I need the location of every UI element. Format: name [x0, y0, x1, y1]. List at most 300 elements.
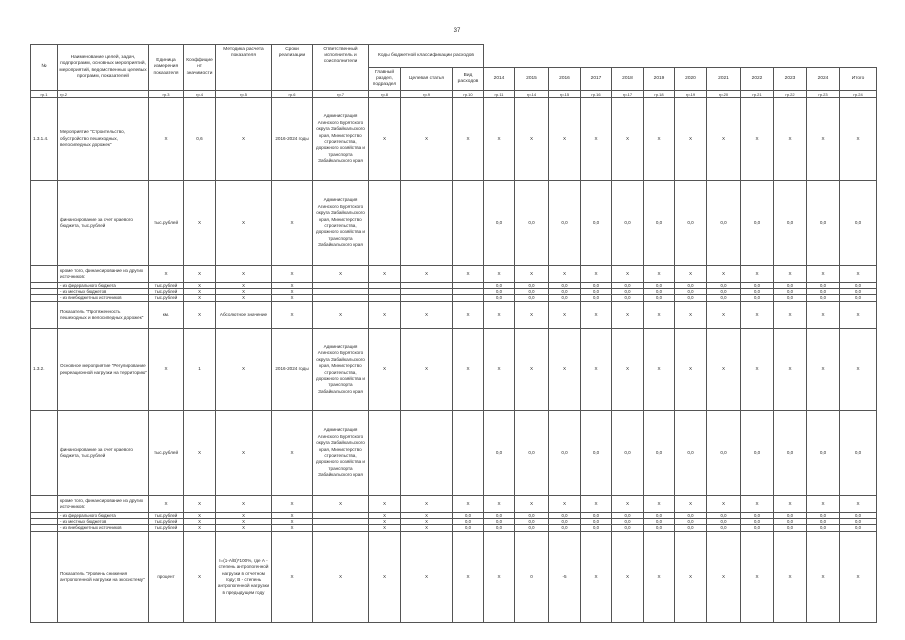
- expense-type-cell: 0,0: [453, 525, 484, 532]
- column-number-responsible: гр.7: [313, 91, 369, 98]
- year-2024-cell: 0,0: [807, 283, 840, 289]
- total-cell: Х: [840, 532, 877, 623]
- year-2015-cell: Х: [515, 329, 549, 411]
- terms-cell: Х: [272, 302, 313, 329]
- terms-cell: Х: [272, 295, 313, 302]
- year-2023-cell: Х: [774, 496, 807, 513]
- year-2021-cell: 0,0: [707, 411, 741, 496]
- target-article-cell: Х: [401, 519, 453, 525]
- total-cell: 0,0: [840, 289, 877, 295]
- year-2019-cell: Х: [644, 302, 675, 329]
- num-cell: 1.3.1.4.: [31, 98, 58, 181]
- year-2016-cell: 0,0: [549, 525, 581, 532]
- year-2021-cell: Х: [707, 329, 741, 411]
- year-2024-cell: Х: [807, 496, 840, 513]
- year-2014-cell: Х: [484, 496, 515, 513]
- target-article-cell: Х: [401, 513, 453, 519]
- year-2018-cell: 0,0: [612, 411, 644, 496]
- method-cell: Х: [216, 329, 272, 411]
- year-2023-cell: 0,0: [774, 289, 807, 295]
- responsible-cell: [313, 525, 369, 532]
- year-2017-cell: Х: [581, 266, 612, 283]
- year-2018-cell: Х: [612, 302, 644, 329]
- year-2015-cell: 0,0: [515, 513, 549, 519]
- year-2017-cell: Х: [581, 98, 612, 181]
- column-number-terms: гр.6: [272, 91, 313, 98]
- total-cell: Х: [840, 496, 877, 513]
- method-cell: Х: [216, 411, 272, 496]
- expense-type-cell: [453, 181, 484, 266]
- year-2023-cell: Х: [774, 302, 807, 329]
- header-name: Наименование целей, задач, подпрограмм, основных мероприятий, мероприятий, ведомственных целевых программ, показателей: [58, 45, 149, 91]
- year-2023-cell: 0,0: [774, 513, 807, 519]
- year-2020-cell: 0,0: [675, 411, 707, 496]
- year-2015-cell: 0,0: [515, 181, 549, 266]
- expense-type-cell: Х: [453, 98, 484, 181]
- year-2018-cell: Х: [612, 98, 644, 181]
- column-number-total: гр.24: [840, 91, 877, 98]
- year-2020-cell: Х: [675, 532, 707, 623]
- year-2022-cell: 0,0: [741, 525, 774, 532]
- expense-type-cell: Х: [453, 302, 484, 329]
- unit-cell: Х: [149, 98, 184, 181]
- section-code-cell: Х: [369, 496, 401, 513]
- year-2020-cell: Х: [675, 266, 707, 283]
- year-2024-cell: 0,0: [807, 181, 840, 266]
- terms-cell: 2016-2024 годы: [272, 98, 313, 181]
- section-code-cell: Х: [369, 266, 401, 283]
- table-row: [31, 98, 877, 181]
- year-2023-cell: Х: [774, 532, 807, 623]
- target-article-cell: [401, 295, 453, 302]
- year-2015-cell: Х: [515, 266, 549, 283]
- method-cell: Х: [216, 525, 272, 532]
- header-year-2016: 2016: [549, 68, 581, 91]
- year-2018-cell: Х: [612, 496, 644, 513]
- header-unit: Единица измерения показателя: [149, 45, 184, 91]
- year-2015-cell: 0,0: [515, 525, 549, 532]
- year-2016-cell: 0,0: [549, 283, 581, 289]
- header-year-2019: 2019: [644, 68, 675, 91]
- total-cell: Х: [840, 329, 877, 411]
- name-cell: Основное мероприятие "Регулирование рекреационной нагрузки на территорию": [58, 329, 149, 411]
- year-2018-cell: 0,0: [612, 289, 644, 295]
- year-2022-cell: Х: [741, 496, 774, 513]
- year-2016-cell: Х: [549, 496, 581, 513]
- year-2018-cell: 0,0: [612, 519, 644, 525]
- year-2024-cell: Х: [807, 302, 840, 329]
- unit-cell: тыс.рублей: [149, 513, 184, 519]
- year-2021-cell: 0,0: [707, 525, 741, 532]
- section-code-cell: Х: [369, 525, 401, 532]
- total-cell: 0,0: [840, 411, 877, 496]
- year-2022-cell: 0,0: [741, 283, 774, 289]
- column-number-expense-type: гр.10: [453, 91, 484, 98]
- num-cell: [31, 295, 58, 302]
- year-2023-cell: 0,0: [774, 519, 807, 525]
- table-row: [31, 532, 877, 623]
- unit-cell: Х: [149, 329, 184, 411]
- column-number-method: гр.5: [216, 91, 272, 98]
- year-2024-cell: Х: [807, 329, 840, 411]
- num-cell: [31, 411, 58, 496]
- year-2014-cell: 0,0: [484, 289, 515, 295]
- name-cell: Мероприятие "Строительство, обустройство пешеходных, велосипедных дорожек": [58, 98, 149, 181]
- year-2014-cell: 0,0: [484, 525, 515, 532]
- column-number-year-2024: гр.23: [807, 91, 840, 98]
- year-2021-cell: 0,0: [707, 295, 741, 302]
- method-cell: Х: [216, 513, 272, 519]
- expense-type-cell: [453, 411, 484, 496]
- num-cell: 1.3.2.: [31, 329, 58, 411]
- header-total: Итого: [840, 68, 877, 91]
- name-cell: кроме того, финансирование из других источников:: [58, 496, 149, 513]
- name-cell: - из федерального бюджета: [58, 283, 149, 289]
- unit-cell: тыс.рублей: [149, 289, 184, 295]
- column-number-unit: гр.3: [149, 91, 184, 98]
- year-2018-cell: 0,0: [612, 283, 644, 289]
- terms-cell: Х: [272, 532, 313, 623]
- year-2024-cell: 0,0: [807, 513, 840, 519]
- year-2014-cell: 0,0: [484, 181, 515, 266]
- expense-type-cell: 0,0: [453, 513, 484, 519]
- method-cell: Х: [216, 181, 272, 266]
- coefficient-cell: Х: [184, 302, 216, 329]
- responsible-cell: Х: [313, 302, 369, 329]
- unit-cell: тыс.рублей: [149, 181, 184, 266]
- year-2017-cell: Х: [581, 532, 612, 623]
- terms-cell: Х: [272, 266, 313, 283]
- year-2020-cell: 0,0: [675, 513, 707, 519]
- year-2016-cell: 0,0: [549, 513, 581, 519]
- total-cell: 0,0: [840, 181, 877, 266]
- year-2024-cell: 0,0: [807, 519, 840, 525]
- header-budget-codes: Коды бюджетной классификации расходов: [369, 45, 484, 68]
- total-cell: 0,0: [840, 525, 877, 532]
- column-number-year-2019: гр.18: [644, 91, 675, 98]
- year-2017-cell: 0,0: [581, 295, 612, 302]
- name-cell: финансирование за счет краевого бюджета, тыс.рублей: [58, 411, 149, 496]
- target-article-cell: Х: [401, 329, 453, 411]
- year-2014-cell: 0,0: [484, 295, 515, 302]
- coefficient-cell: 0,6: [184, 98, 216, 181]
- name-cell: - из федерального бюджета: [58, 513, 149, 519]
- year-2019-cell: Х: [644, 266, 675, 283]
- year-2021-cell: Х: [707, 266, 741, 283]
- table-row: [31, 329, 877, 411]
- year-2020-cell: Х: [675, 302, 707, 329]
- year-2022-cell: 0,0: [741, 519, 774, 525]
- year-2014-cell: Х: [484, 302, 515, 329]
- year-2020-cell: Х: [675, 98, 707, 181]
- expense-type-cell: Х: [453, 266, 484, 283]
- column-number-year-2022: гр.21: [741, 91, 774, 98]
- terms-cell: Х: [272, 519, 313, 525]
- header-expense-type: Вид расходов: [453, 68, 484, 91]
- header-year-2017: 2017: [581, 68, 612, 91]
- target-article-cell: Х: [401, 98, 453, 181]
- target-article-cell: Х: [401, 525, 453, 532]
- year-2019-cell: 0,0: [644, 411, 675, 496]
- responsible-cell: Администрация Агинского Бурятского округа Забайкальского края, Министерство строительства, дорожного хозяйства и транспорта Забайкальского края: [313, 181, 369, 266]
- column-number-year-2020: гр.19: [675, 91, 707, 98]
- coefficient-cell: Х: [184, 513, 216, 519]
- year-2020-cell: 0,0: [675, 519, 707, 525]
- column-number-year-2016: гр.15: [549, 91, 581, 98]
- year-2021-cell: Х: [707, 532, 741, 623]
- terms-cell: Х: [272, 283, 313, 289]
- table-row: [31, 496, 877, 513]
- section-code-cell: Х: [369, 329, 401, 411]
- name-cell: кроме того, финансирование из других источников:: [58, 266, 149, 283]
- method-cell: Х: [216, 496, 272, 513]
- unit-cell: Х: [149, 266, 184, 283]
- year-2016-cell: -5: [549, 532, 581, 623]
- year-2020-cell: 0,0: [675, 295, 707, 302]
- total-cell: 0,0: [840, 283, 877, 289]
- target-article-cell: Х: [401, 302, 453, 329]
- method-cell: I=(1-А/В)*100%, где А - степень антропогенной нагрузки в отчетном году; В - степень антропогенной нагрузки в предыдущем году: [216, 532, 272, 623]
- table-row: [31, 411, 877, 496]
- name-cell: - из местных бюджетов: [58, 519, 149, 525]
- unit-cell: Х: [149, 496, 184, 513]
- year-2016-cell: Х: [549, 266, 581, 283]
- expense-type-cell: 0,0: [453, 519, 484, 525]
- year-2019-cell: 0,0: [644, 525, 675, 532]
- year-2024-cell: 0,0: [807, 525, 840, 532]
- header-row: [31, 45, 877, 68]
- year-2016-cell: 0,0: [549, 519, 581, 525]
- year-2022-cell: Х: [741, 302, 774, 329]
- year-2020-cell: 0,0: [675, 283, 707, 289]
- terms-cell: Х: [272, 496, 313, 513]
- name-cell: Показатель "Протяженность пешеходных и велосипедных дорожек": [58, 302, 149, 329]
- column-number-year-2017: гр.16: [581, 91, 612, 98]
- method-cell: Х: [216, 98, 272, 181]
- year-2017-cell: 0,0: [581, 513, 612, 519]
- year-2024-cell: 0,0: [807, 295, 840, 302]
- year-2015-cell: 0,0: [515, 283, 549, 289]
- coefficient-cell: Х: [184, 295, 216, 302]
- name-cell: - из внебюджетных источников: [58, 525, 149, 532]
- year-2016-cell: Х: [549, 302, 581, 329]
- year-2023-cell: 0,0: [774, 411, 807, 496]
- responsible-cell: Х: [313, 266, 369, 283]
- year-2022-cell: Х: [741, 329, 774, 411]
- unit-cell: тыс.рублей: [149, 283, 184, 289]
- year-2022-cell: 0,0: [741, 181, 774, 266]
- year-2016-cell: 0,0: [549, 181, 581, 266]
- terms-cell: Х: [272, 513, 313, 519]
- year-2018-cell: 0,0: [612, 181, 644, 266]
- section-code-cell: Х: [369, 532, 401, 623]
- year-2015-cell: 0,0: [515, 411, 549, 496]
- unit-cell: тыс.рублей: [149, 525, 184, 532]
- year-2015-cell: Х: [515, 98, 549, 181]
- column-number-year-2021: гр.20: [707, 91, 741, 98]
- year-2019-cell: 0,0: [644, 519, 675, 525]
- header-year-2020: 2020: [675, 68, 707, 91]
- method-cell: Абсолютное значение: [216, 302, 272, 329]
- year-2023-cell: 0,0: [774, 525, 807, 532]
- year-2024-cell: 0,0: [807, 411, 840, 496]
- name-cell: финансирование за счет краевого бюджета, тыс.рублей: [58, 181, 149, 266]
- section-code-cell: [369, 295, 401, 302]
- year-2023-cell: Х: [774, 266, 807, 283]
- year-2019-cell: 0,0: [644, 283, 675, 289]
- coefficient-cell: Х: [184, 532, 216, 623]
- num-cell: [31, 302, 58, 329]
- year-2021-cell: 0,0: [707, 513, 741, 519]
- year-2019-cell: Х: [644, 496, 675, 513]
- unit-cell: тыс.рублей: [149, 295, 184, 302]
- column-number-num: гр.1: [31, 91, 58, 98]
- year-2017-cell: 0,0: [581, 181, 612, 266]
- header-number: №: [31, 45, 58, 91]
- responsible-cell: Администрация Агинского Бурятского округа Забайкальского края, Министерство строительства, дорожного хозяйства и транспорта Забайкальского края: [313, 411, 369, 496]
- method-cell: Х: [216, 266, 272, 283]
- year-2018-cell: 0,0: [612, 525, 644, 532]
- section-code-cell: Х: [369, 513, 401, 519]
- year-2015-cell: 0,0: [515, 519, 549, 525]
- name-cell: Показатель "Уровень снижения антропогенной нагрузки на экосистему": [58, 532, 149, 623]
- coefficient-cell: Х: [184, 266, 216, 283]
- header-year-2014: 2014: [484, 68, 515, 91]
- year-2017-cell: Х: [581, 302, 612, 329]
- year-2023-cell: 0,0: [774, 181, 807, 266]
- total-cell: 0,0: [840, 295, 877, 302]
- unit-cell: процент: [149, 532, 184, 623]
- year-2022-cell: Х: [741, 98, 774, 181]
- unit-cell: тыс.рублей: [149, 519, 184, 525]
- year-2014-cell: 0,0: [484, 513, 515, 519]
- year-2019-cell: 0,0: [644, 295, 675, 302]
- year-2023-cell: Х: [774, 329, 807, 411]
- column-number-year-2014: гр.11: [484, 91, 515, 98]
- year-2016-cell: 0,0: [549, 295, 581, 302]
- year-2022-cell: Х: [741, 532, 774, 623]
- year-2021-cell: 0,0: [707, 283, 741, 289]
- header-terms: Сроки реализации: [272, 45, 313, 91]
- year-2017-cell: 0,0: [581, 411, 612, 496]
- year-2021-cell: Х: [707, 496, 741, 513]
- header-method: Методика расчета показателя: [216, 45, 272, 91]
- section-code-cell: Х: [369, 302, 401, 329]
- column-number-year-2015: гр.14: [515, 91, 549, 98]
- coefficient-cell: Х: [184, 289, 216, 295]
- name-cell: - из внебюджетных источников: [58, 295, 149, 302]
- year-2019-cell: Х: [644, 532, 675, 623]
- year-2015-cell: 0,0: [515, 289, 549, 295]
- year-2014-cell: Х: [484, 329, 515, 411]
- responsible-cell: Администрация Агинского Бурятского округа Забайкальского края, Министерство строительства, дорожного хозяйства и транспорта Забайкальского края: [313, 98, 369, 181]
- column-number-year-2023: гр.22: [774, 91, 807, 98]
- method-cell: Х: [216, 283, 272, 289]
- year-2021-cell: 0,0: [707, 289, 741, 295]
- year-2015-cell: 0: [515, 532, 549, 623]
- year-2020-cell: Х: [675, 496, 707, 513]
- year-2023-cell: Х: [774, 98, 807, 181]
- target-article-cell: Х: [401, 532, 453, 623]
- coefficient-cell: Х: [184, 496, 216, 513]
- table-row: [31, 266, 877, 283]
- total-cell: Х: [840, 98, 877, 181]
- responsible-cell: Х: [313, 532, 369, 623]
- year-2017-cell: Х: [581, 329, 612, 411]
- name-cell: - из местных бюджетов: [58, 289, 149, 295]
- header-responsible: Ответственный исполнитель и соисполнители: [313, 45, 369, 91]
- year-2014-cell: Х: [484, 532, 515, 623]
- num-cell: [31, 532, 58, 623]
- year-2016-cell: 0,0: [549, 411, 581, 496]
- year-2024-cell: Х: [807, 532, 840, 623]
- method-cell: Х: [216, 295, 272, 302]
- unit-cell: км.: [149, 302, 184, 329]
- year-2017-cell: 0,0: [581, 525, 612, 532]
- section-code-cell: [369, 411, 401, 496]
- header-target-article: Целевая статья: [401, 68, 453, 91]
- year-2022-cell: Х: [741, 266, 774, 283]
- expense-type-cell: Х: [453, 329, 484, 411]
- num-cell: [31, 496, 58, 513]
- year-2019-cell: 0,0: [644, 289, 675, 295]
- header-section-code: Главный раздел, подраздел: [369, 68, 401, 91]
- expense-type-cell: [453, 295, 484, 302]
- expense-type-cell: Х: [453, 496, 484, 513]
- year-2020-cell: 0,0: [675, 181, 707, 266]
- responsible-cell: Администрация Агинского Бурятского округа Забайкальского края, Министерство строительства, дорожного хозяйства и транспорта Забайкальского края: [313, 329, 369, 411]
- terms-cell: Х: [272, 525, 313, 532]
- year-2021-cell: Х: [707, 302, 741, 329]
- section-code-cell: Х: [369, 98, 401, 181]
- year-2021-cell: Х: [707, 98, 741, 181]
- year-2022-cell: 0,0: [741, 295, 774, 302]
- column-number-target-article: гр.9: [401, 91, 453, 98]
- year-2021-cell: 0,0: [707, 181, 741, 266]
- table-row: [31, 181, 877, 266]
- year-2014-cell: Х: [484, 266, 515, 283]
- table-row: [31, 295, 877, 302]
- year-2016-cell: 0,0: [549, 289, 581, 295]
- header-year-2024: 2024: [807, 68, 840, 91]
- responsible-cell: Х: [313, 496, 369, 513]
- page-number: 37: [453, 28, 461, 34]
- terms-cell: Х: [272, 181, 313, 266]
- year-2022-cell: 0,0: [741, 411, 774, 496]
- column-number-row: [31, 91, 877, 98]
- year-2015-cell: Х: [515, 302, 549, 329]
- year-2014-cell: 0,0: [484, 283, 515, 289]
- year-2020-cell: 0,0: [675, 289, 707, 295]
- header-spacer: [484, 45, 877, 68]
- year-2019-cell: 0,0: [644, 513, 675, 519]
- year-2024-cell: 0,0: [807, 289, 840, 295]
- column-number-section-code: гр.8: [369, 91, 401, 98]
- year-2022-cell: 0,0: [741, 289, 774, 295]
- year-2016-cell: Х: [549, 329, 581, 411]
- expense-type-cell: Х: [453, 532, 484, 623]
- coefficient-cell: Х: [184, 283, 216, 289]
- method-cell: Х: [216, 519, 272, 525]
- coefficient-cell: 1: [184, 329, 216, 411]
- year-2019-cell: 0,0: [644, 181, 675, 266]
- num-cell: [31, 181, 58, 266]
- terms-cell: 2016-2024 годы: [272, 329, 313, 411]
- year-2017-cell: Х: [581, 496, 612, 513]
- table-row: [31, 302, 877, 329]
- year-2021-cell: 0,0: [707, 519, 741, 525]
- column-number-coefficient: гр.4: [184, 91, 216, 98]
